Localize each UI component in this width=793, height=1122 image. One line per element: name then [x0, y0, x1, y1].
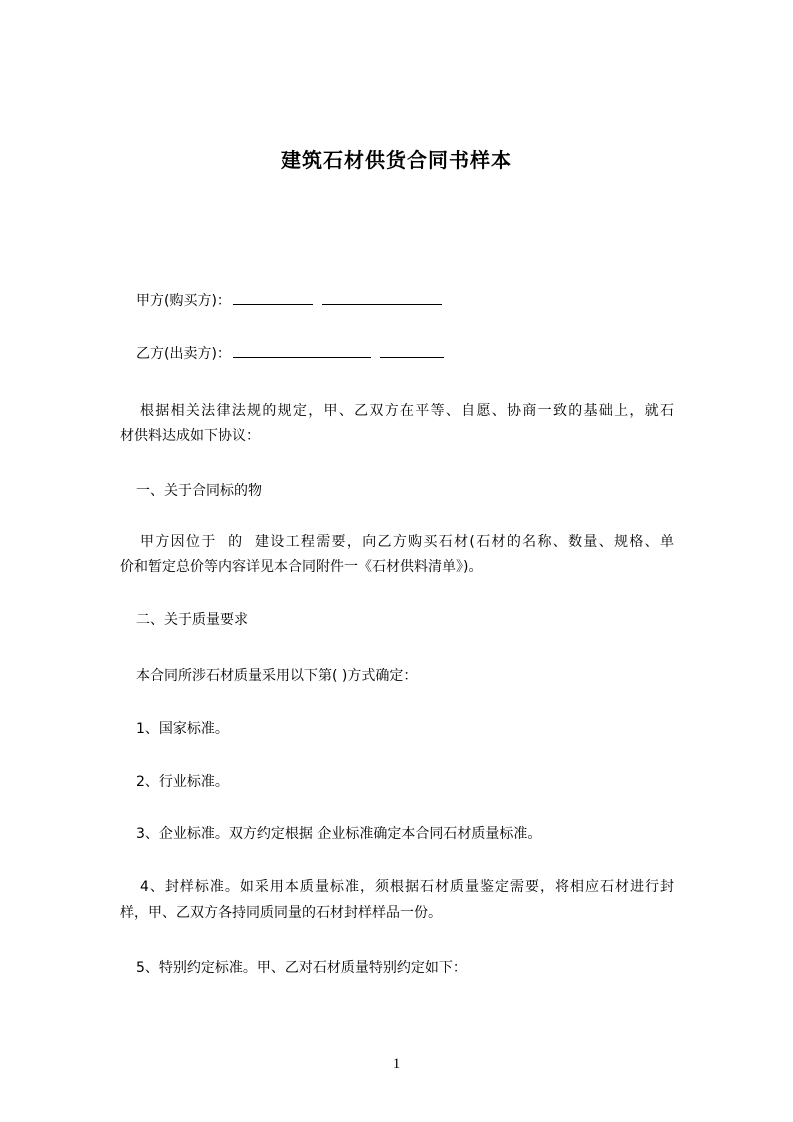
section-1-line-2: 价和暂定总价等内容详见本合同附件一《石材供料清单》)。 — [120, 559, 483, 575]
party-a-blank-1[interactable] — [233, 291, 313, 305]
section-2-intro: 本合同所涉石材质量采用以下第( )方式确定： — [136, 668, 418, 684]
party-a-label: 甲方(购买方)： — [136, 293, 231, 309]
party-a-line — [136, 291, 442, 310]
item-4-line-1: 4、封样标准。如采用本质量标准，须根据石材质量鉴定需要，将相应石材进行封 — [140, 879, 674, 895]
intro-line-1: 根据相关法律法规的规定，甲、乙双方在平等、自愿、协商一致的基础上，就石 — [140, 403, 674, 419]
intro-line-2: 材供料达成如下协议： — [120, 428, 260, 444]
item-2: 2、行业标准。 — [136, 774, 229, 790]
party-b-blank-2[interactable] — [380, 344, 444, 358]
item-3: 3、企业标准。双方约定根据 企业标准确定本合同石材质量标准。 — [136, 826, 542, 842]
page-number: 1 — [392, 1056, 401, 1072]
party-a-blank-2[interactable] — [322, 291, 442, 305]
section-2-heading: 二、关于质量要求 — [136, 612, 248, 628]
party-b-line — [136, 344, 444, 363]
item-5: 5、特别约定标准。甲、乙对石材质量特别约定如下： — [136, 960, 467, 976]
document-title: 建筑石材供货合同书样本 — [281, 148, 512, 172]
section-1-line-1: 甲方因位于 的 建设工程需要，向乙方购买石材(石材的名称、数量、规格、单 — [140, 534, 674, 550]
item-1: 1、国家标准。 — [136, 721, 229, 737]
party-b-label: 乙方(出卖方)： — [136, 346, 231, 362]
party-b-blank-1[interactable] — [233, 344, 371, 358]
section-1-heading: 一、关于合同标的物 — [136, 483, 262, 499]
item-4-line-2: 样，甲、乙双方各持同质同量的石材封样样品一份。 — [120, 905, 442, 921]
